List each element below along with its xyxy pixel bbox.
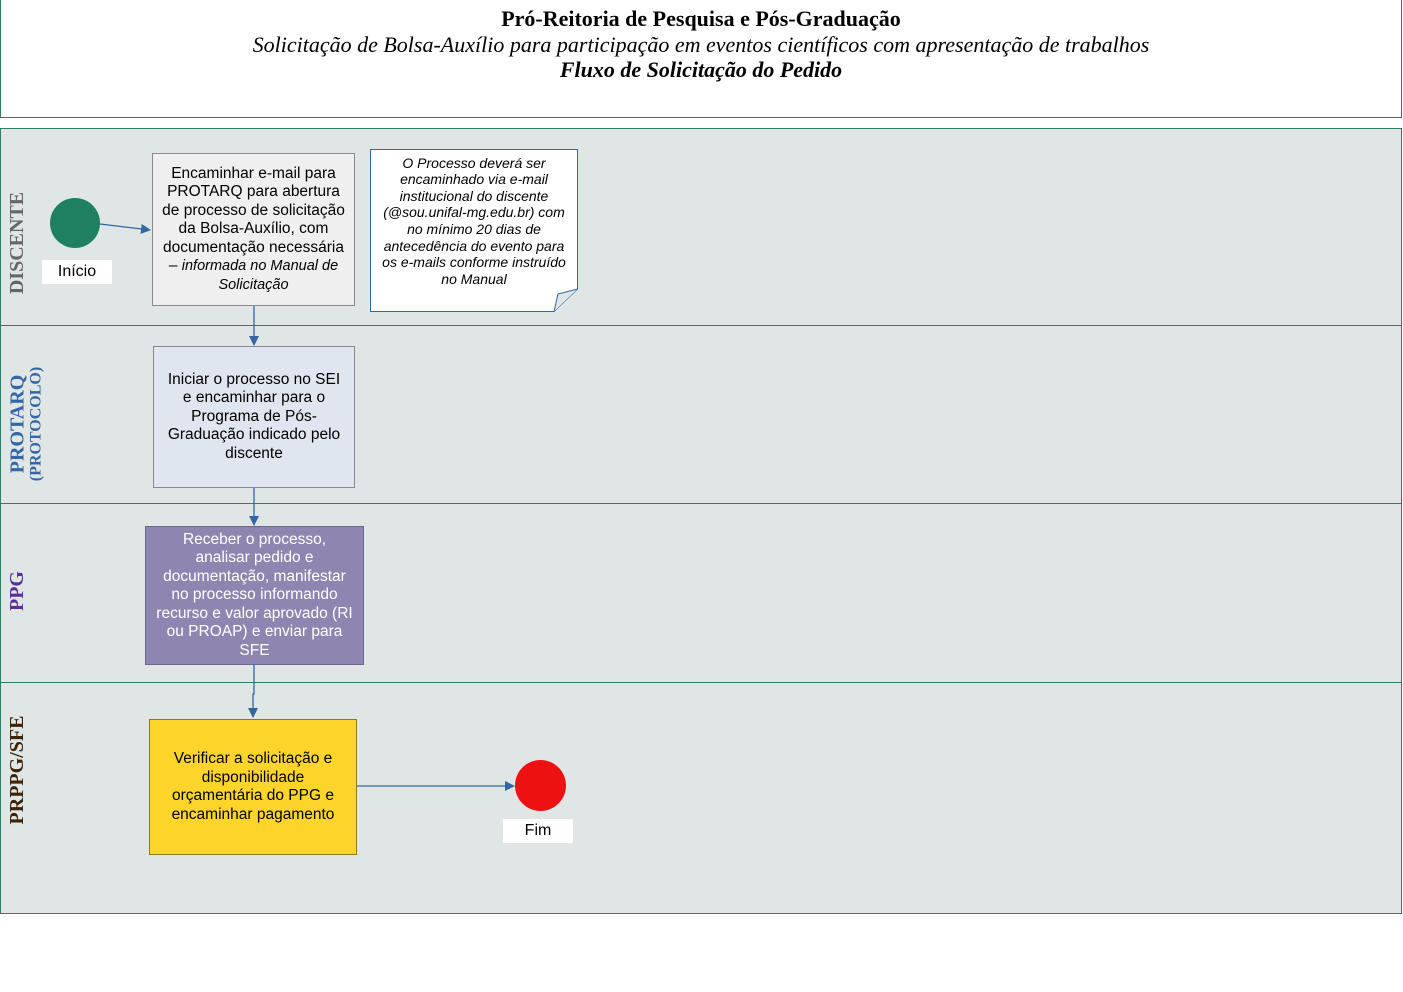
step-send-email — [152, 153, 355, 306]
note-email-instructions: O Processo deverá ser encaminhado via e-mail institucional do discente (@sou.unifal-mg.edu.br) com no mínimo 20 dias de antecedência do evento para os e-mails conforme instruído no Manual — [382, 154, 566, 287]
start-label: Início — [42, 260, 112, 284]
end-event-icon — [515, 760, 566, 811]
step-verify-budget: Verificar a solicitação e disponibilidade orçamentária do PPG e encaminhar pagamento — [149, 719, 357, 855]
step-analyze-request: Receber o processo, analisar pedido e documentação, manifestar no processo informando recurso e valor aprovado (RI ou PROAP) e enviar para SFE — [145, 526, 364, 665]
start-event-icon — [50, 198, 100, 248]
end-label: Fim — [503, 819, 573, 843]
arrow-step3-to-step4 — [253, 665, 254, 717]
step-send-email-main: Encaminhar e-mail para PROTARQ para abertura de processo de solicitação da Bolsa-Auxílio, com documentação necessária – — [162, 164, 345, 275]
step-start-sei-process: Iniciar o processo no SEI e encaminhar para o Programa de Pós-Graduação indicado pelo discente — [153, 346, 355, 488]
step-send-email-italic: informada no Manual de Solicitação — [181, 258, 339, 293]
lane-label-discente: DISCENTE — [6, 191, 28, 295]
lane-label-ppg: PPG — [6, 571, 28, 611]
step-send-email-text — [161, 165, 346, 295]
lane-label-prppg-sfe: PRPPG/SFE — [6, 715, 28, 825]
header-subtitle: Solicitação de Bolsa-Auxílio para participação em eventos científicos com apresentação de trabalhos — [252, 32, 1150, 57]
lane-label-protarq-main: PROTARQ — [6, 374, 29, 474]
arrow-start-to-step1 — [100, 224, 150, 230]
flow-title: Fluxo de Solicitação do Pedido — [559, 57, 843, 82]
lane-label-protarq-sub: (PROTOCOLO) — [27, 366, 45, 482]
header-title: Pró-Reitoria de Pesquisa e Pós-Graduação — [501, 6, 901, 31]
